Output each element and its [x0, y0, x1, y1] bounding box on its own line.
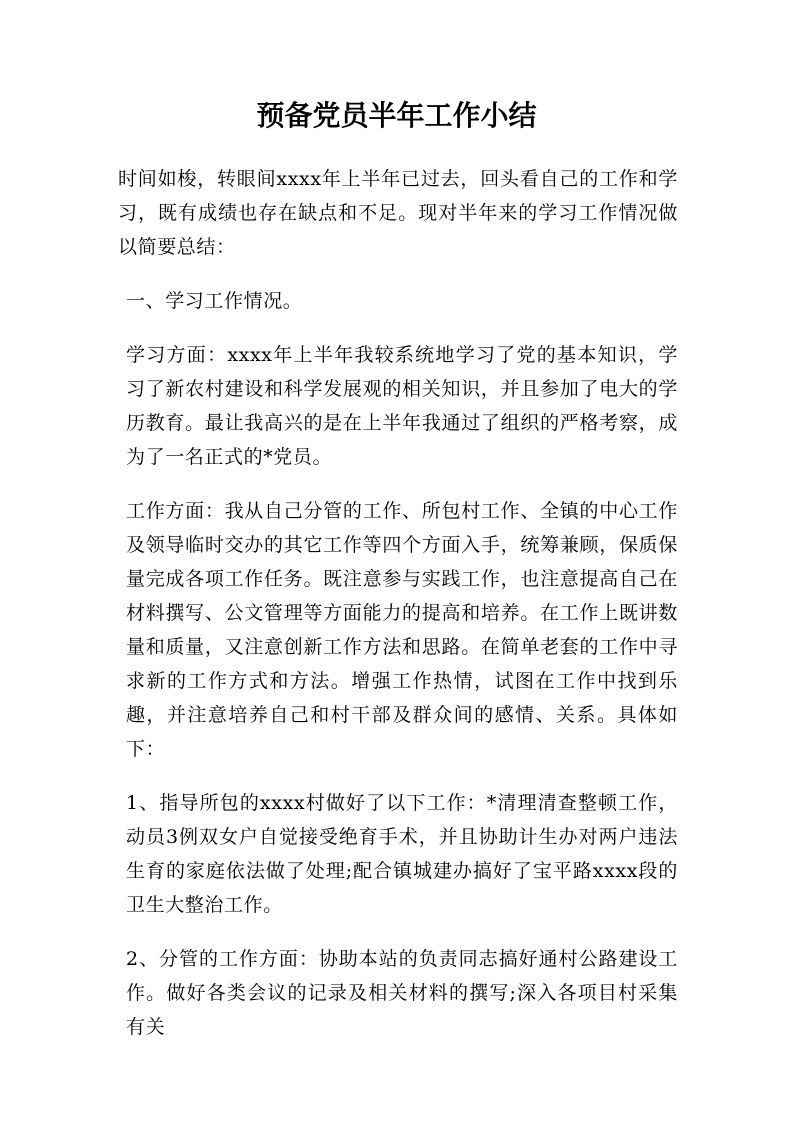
paragraph-intro: 时间如梭，转眼间xxxx年上半年已过去，回头看自己的工作和学习，既有成绩也存在缺点和不足。现对半年来的学习工作情况做以简要总结： — [118, 168, 678, 258]
paragraph-work: 工作方面：我从自己分管的工作、所包村工作、全镇的中心工作及领导临时交办的其它工作等四个方面入手，统筹兼顾，保质保量完成各项工作任务。既注意参与实践工作，也注意提高自己在材料撰写、公文管理等方面能力的提高和培养。在工作上既讲数量和质量，又注意创新工作方法和思路。在简单老套的工作中寻求新的工作方式和方法。增强工作热情，试图在工作中找到乐趣，并注意培养自己和村干部及群众间的感情、关系。具体如下： — [126, 500, 678, 760]
document-title: 预备党员半年工作小结 — [256, 99, 537, 132]
paragraph-item-2: 2、分管的工作方面：协助本站的负责同志搞好通村公路建设工作。做好各类会议的记录及相关材料的撰写;深入各项目村采集有关 — [126, 948, 678, 1038]
paragraph-study: 学习方面：xxxx年上半年我较系统地学习了党的基本知识，学习了新农村建设和科学发展观的相关知识，并且参加了电大的学历教育。最让我高兴的是在上半年我通过了组织的严格考察，成为了一名正式的*党员。 — [126, 344, 678, 468]
section-heading-study-work: 一、学习工作情况。 — [126, 290, 303, 312]
paragraph-item-1: 1、指导所包的xxxx村做好了以下工作：*清理清查整顿工作，动员3例双女户自觉接受绝育手术，并且协助计生办对两户违法生育的家庭依法做了处理;配合镇城建办搞好了宝平路xxxx段的卫生大整治工作。 — [126, 792, 678, 916]
document-body — [118, 162, 678, 1064]
